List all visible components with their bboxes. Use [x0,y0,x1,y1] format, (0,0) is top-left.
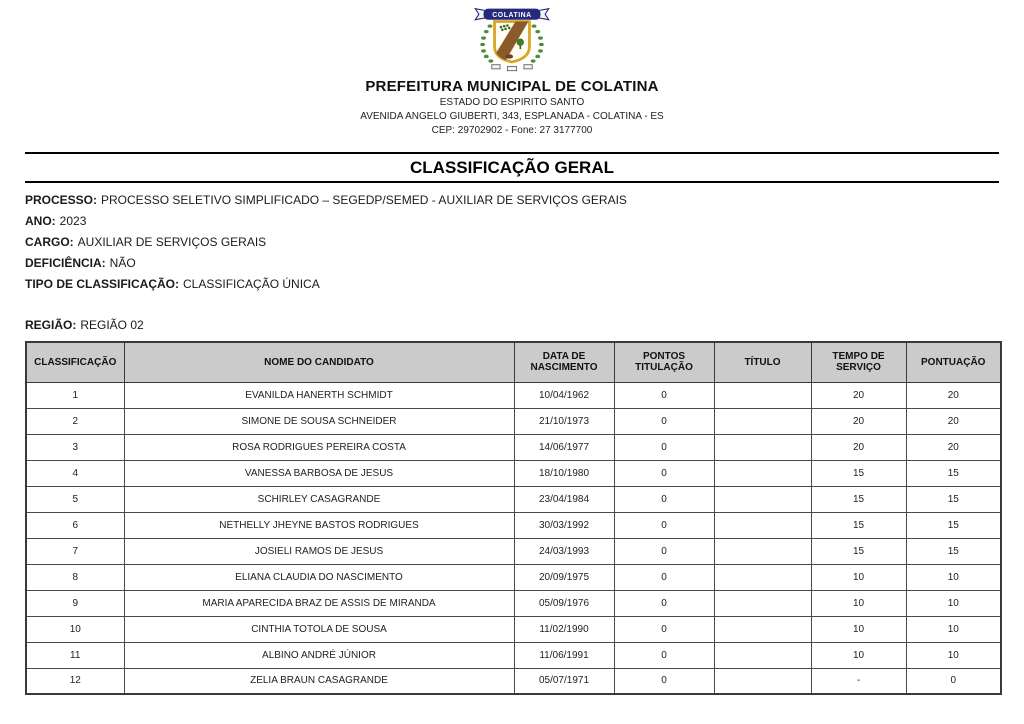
table-row [26,382,1001,408]
colatina-coat-of-arms-logo [459,5,565,73]
meta-value: NÃO [109,256,136,270]
table-cell: ROSA RODRIGUES PEREIRA COSTA [124,434,514,460]
table-cell: 15 [906,486,1001,512]
table-cell [714,460,811,486]
table-cell: VANESSA BARBOSA DE JESUS [124,460,514,486]
page-title: CLASSIFICAÇÃO GERAL [25,152,999,183]
table-cell: 8 [26,564,124,590]
table-cell: 10 [811,590,906,616]
column-header: CLASSIFICAÇÃO [26,342,124,382]
table-cell: 4 [26,460,124,486]
table-row [26,486,1001,512]
table-cell: ZELIA BRAUN CASAGRANDE [124,668,514,694]
table-cell: SIMONE DE SOUSA SCHNEIDER [124,408,514,434]
table-cell: 05/09/1976 [514,590,614,616]
table-cell: 20/09/1975 [514,564,614,590]
results-table-body [26,382,1001,694]
table-cell [714,616,811,642]
column-header: TEMPO DE SERVIÇO [811,342,906,382]
table-row [26,590,1001,616]
table-cell [714,434,811,460]
region-value: REGIÃO 02 [80,318,144,332]
logo-banner-text: COLATINA [492,11,532,19]
table-cell [714,590,811,616]
meta-line-processo [25,190,999,211]
table-cell: 0 [906,668,1001,694]
table-cell: 10 [811,564,906,590]
table-cell: 10/04/1962 [514,382,614,408]
table-cell: 10 [26,616,124,642]
table-cell: 0 [614,642,714,668]
header-cep-phone-line: CEP: 29702902 - Fone: 27 3177700 [431,125,593,136]
table-cell: 11/02/1990 [514,616,614,642]
org-name: PREFEITURA MUNICIPAL DE COLATINA [365,78,659,95]
column-header: DATA DE NASCIMENTO [514,342,614,382]
table-cell: 20 [906,382,1001,408]
table-cell: 0 [614,512,714,538]
table-cell: 10 [811,642,906,668]
table-row [26,460,1001,486]
meta-section [25,190,999,336]
column-header: PONTUAÇÃO [906,342,1001,382]
table-cell: 0 [614,538,714,564]
table-cell: ALBINO ANDRÉ JÚNIOR [124,642,514,668]
table-cell: SCHIRLEY CASAGRANDE [124,486,514,512]
table-row [26,512,1001,538]
table-row [26,642,1001,668]
meta-line-deficiencia [25,253,999,274]
meta-label: PROCESSO: [25,193,98,207]
meta-value: AUXILIAR DE SERVIÇOS GERAIS [77,235,267,249]
meta-line-tipo-classificacao [25,274,999,295]
table-cell [714,564,811,590]
table-cell: 15 [906,538,1001,564]
meta-label: DEFICIÊNCIA: [25,256,106,270]
meta-label: ANO: [25,214,56,228]
table-cell: 6 [26,512,124,538]
meta-value: 2023 [59,214,87,228]
column-header: PONTOS TITULAÇÃO [614,342,714,382]
table-cell: 9 [26,590,124,616]
table-cell: 10 [811,616,906,642]
table-cell: 12 [26,668,124,694]
meta-label: TIPO DE CLASSIFICAÇÃO: [25,277,180,291]
table-row [26,564,1001,590]
table-cell: 0 [614,564,714,590]
table-cell: 1 [26,382,124,408]
table-cell: 0 [614,486,714,512]
table-cell: CINTHIA TOTOLA DE SOUSA [124,616,514,642]
table-cell: 7 [26,538,124,564]
table-cell: 10 [906,564,1001,590]
table-cell: 24/03/1993 [514,538,614,564]
meta-value: CLASSIFICAÇÃO ÚNICA [183,277,320,291]
capybara-icon [505,54,513,58]
region-line [25,315,999,336]
table-cell: 5 [26,486,124,512]
table-cell [714,382,811,408]
table-cell: 0 [614,382,714,408]
table-cell: 11 [26,642,124,668]
table-cell: 21/10/1973 [514,408,614,434]
table-cell: 30/03/1992 [514,512,614,538]
table-cell: 10 [906,642,1001,668]
table-cell: 15 [811,460,906,486]
meta-line-cargo [25,232,999,253]
table-cell: JOSIELI RAMOS DE JESUS [124,538,514,564]
table-cell: 2 [26,408,124,434]
table-header-row [26,342,1001,382]
table-cell [714,512,811,538]
table-cell: 10 [906,590,1001,616]
table-cell: 20 [906,434,1001,460]
table-cell: 0 [614,590,714,616]
meta-value: PROCESSO SELETIVO SIMPLIFICADO – SEGEDP/SEMED - AUXILIAR DE SERVIÇOS GERAIS [101,193,627,207]
table-cell [714,408,811,434]
table-cell: - [811,668,906,694]
table-cell: 15 [906,512,1001,538]
table-cell [714,538,811,564]
document-header [0,0,1024,137]
table-cell [714,642,811,668]
table-row [26,538,1001,564]
table-cell: 05/07/1971 [514,668,614,694]
table-row [26,434,1001,460]
table-cell: 15 [811,486,906,512]
classification-table [25,341,1002,695]
table-row [26,408,1001,434]
table-cell: ELIANA CLAUDIA DO NASCIMENTO [124,564,514,590]
table-cell: 20 [811,434,906,460]
table-cell: 0 [614,408,714,434]
table-cell: 20 [811,382,906,408]
column-header: NOME DO CANDIDATO [124,342,514,382]
header-address-line: AVENIDA ANGELO GIUBERTI, 343, ESPLANADA - COLATINA - ES [360,111,664,122]
table-cell: 14/06/1977 [514,434,614,460]
bottom-ribbon-icon [492,65,532,71]
table-cell: NETHELLY JHEYNE BASTOS RODRIGUES [124,512,514,538]
table-row [26,668,1001,694]
table-cell: 0 [614,434,714,460]
table-cell [714,486,811,512]
table-cell: 23/04/1984 [514,486,614,512]
table-cell: 0 [614,668,714,694]
table-row [26,616,1001,642]
meta-label: CARGO: [25,235,74,249]
table-cell: 15 [906,460,1001,486]
table-cell: EVANILDA HANERTH SCHMIDT [124,382,514,408]
region-label: REGIÃO: [25,318,77,332]
table-cell: 11/06/1991 [514,642,614,668]
table-cell [714,668,811,694]
table-cell: 15 [811,538,906,564]
header-state-line: ESTADO DO ESPIRITO SANTO [439,97,585,108]
banner-ribbon-icon [475,9,549,20]
column-header: TÍTULO [714,342,811,382]
meta-line-ano [25,211,999,232]
table-cell: 15 [811,512,906,538]
table-cell: 3 [26,434,124,460]
table-cell: 10 [906,616,1001,642]
table-cell: 0 [614,460,714,486]
table-cell: 0 [614,616,714,642]
table-cell: 20 [906,408,1001,434]
table-cell: MARIA APARECIDA BRAZ DE ASSIS DE MIRANDA [124,590,514,616]
table-cell: 20 [811,408,906,434]
table-cell: 18/10/1980 [514,460,614,486]
